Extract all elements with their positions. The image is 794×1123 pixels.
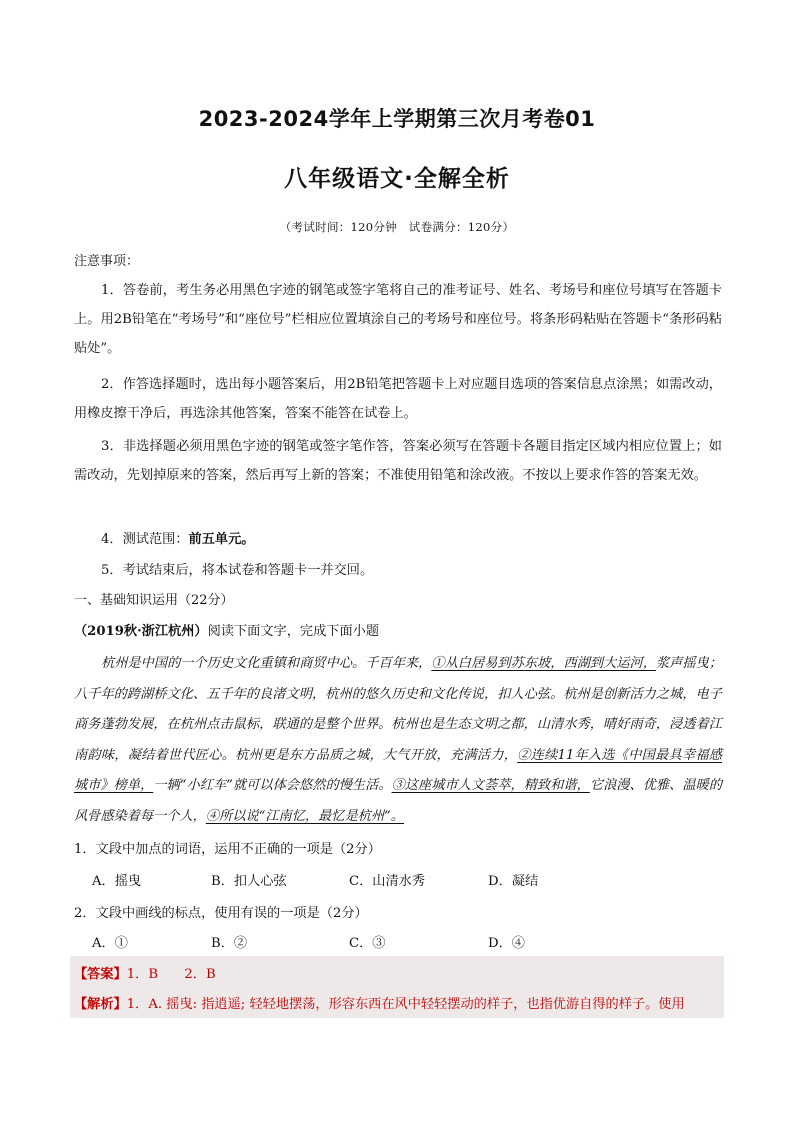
underlined-segment-4: ④所以说“江南忆，最忆是杭州”。 [205, 808, 404, 824]
page-title: 2023-2024学年上学期第三次月考卷01 [198, 107, 596, 131]
underlined-segment-3: ③这座城市人文荟萃，精致和谐， [391, 778, 590, 793]
underlined-segment-1: ①从白居易到苏东坡，西湖到大运河， [431, 656, 656, 671]
answer-line [74, 963, 216, 982]
analysis-label: 【解析】 [74, 997, 127, 1012]
section-heading: 一、基础知识运用（22分） [74, 593, 234, 608]
q1-option-a: A．摇曳 [92, 874, 142, 889]
passage-text-3: 一辆“小红车”就可以体会悠然的慢生活。 [153, 778, 392, 793]
analysis-line [74, 993, 722, 1012]
passage-instruction: 阅读下面文字，完成下面小题 [207, 624, 380, 639]
passage-text-2: 浆声摇曳；八千年的跨湖桥文化、五千年的良渚文明，杭州的悠久历史和文化传说，扣人心弦。杭州是创新活力之城，电子商务蓬勃发展，在杭州点击鼠标，联通的是整个世界。杭州也是生态文明之都，山清水秀，晴好雨奇，浸透着江南韵味，凝结着世代匠心。杭州更是东方品质之城，大气开放，充满活力， [74, 656, 723, 763]
answer-label: 【答案】 [74, 967, 127, 982]
q1-option-c: C．山清水秀 [349, 874, 426, 889]
note-item-4 [74, 525, 722, 554]
q2-option-a: A．① [92, 936, 128, 951]
note-item-1: 1．答卷前，考生务必用黑色字迹的钢笔或签字笔将自己的准考证号、姓名、考场号和座位号填写在答题卡上。用2B铅笔在“考场号”和“座位号”栏相应位置填涂自己的考场号和座位号。将条形码粘贴在答题卡“条形码粘贴处”。 [74, 283, 722, 356]
analysis-text: 1．A. 摇曳: 指逍遥; 轻轻地摆荡，形容东西在风中轻轻摆动的样子，也指优游自得的样子。使用 [126, 997, 685, 1012]
passage-intro [74, 620, 379, 639]
answer-text: 1．B 2．B [126, 967, 216, 982]
q1-option-b: B．扣人心弦 [211, 874, 287, 889]
reading-passage [74, 649, 722, 832]
page-subtitle: 八年级语文·全解全析 [284, 166, 510, 192]
answer-box [70, 956, 724, 1018]
q2-option-b: B．② [211, 936, 248, 951]
passage-text-4: 它浪漫、优雅、温暖的风骨感染着每一个人， [74, 778, 723, 824]
exam-info: （考试时间：120分钟 试卷满分：120分） [279, 220, 515, 234]
notes-heading: 注意事项： [74, 254, 140, 269]
q2-option-c: C．③ [349, 936, 386, 951]
question-2: 2．文段中画线的标点，使用有误的一项是（2分） [74, 906, 368, 921]
passage-source: （2019秋·浙江杭州） [74, 624, 208, 639]
note-item-3: 3．非选择题必须用黑色字迹的钢笔或签字笔作答，答案必须写在答题卡各题目指定区域内相应位置上；如需改动，先划掉原来的答案，然后再写上新的答案；不准使用铅笔和涂改液。不按以上要求作答的答案无效。 [74, 439, 722, 483]
q1-option-d: D．凝结 [488, 874, 539, 889]
passage-text-1: 杭州是中国的一个历史文化重镇和商贸中心。千百年来， [101, 656, 432, 671]
note-item-4-prefix: 4．测试范围： [101, 532, 189, 547]
underlined-segment-2: ②连续11年入选《中国最具幸福感城市》榜单， [74, 747, 723, 793]
note-item-4-scope: 前五单元。 [188, 532, 255, 547]
q2-option-d: D．④ [488, 936, 525, 951]
question-1: 1．文段中加点的词语，运用不正确的一项是（2分） [74, 842, 381, 857]
note-item-5: 5．考试结束后，将本试卷和答题卡一并交回。 [101, 563, 374, 578]
note-item-2: 2．作答选择题时，选出每小题答案后，用2B铅笔把答题卡上对应题目选项的答案信息点涂黑；如需改动，用橡皮擦干净后，再选涂其他答案，答案不能答在试卷上。 [74, 377, 722, 421]
